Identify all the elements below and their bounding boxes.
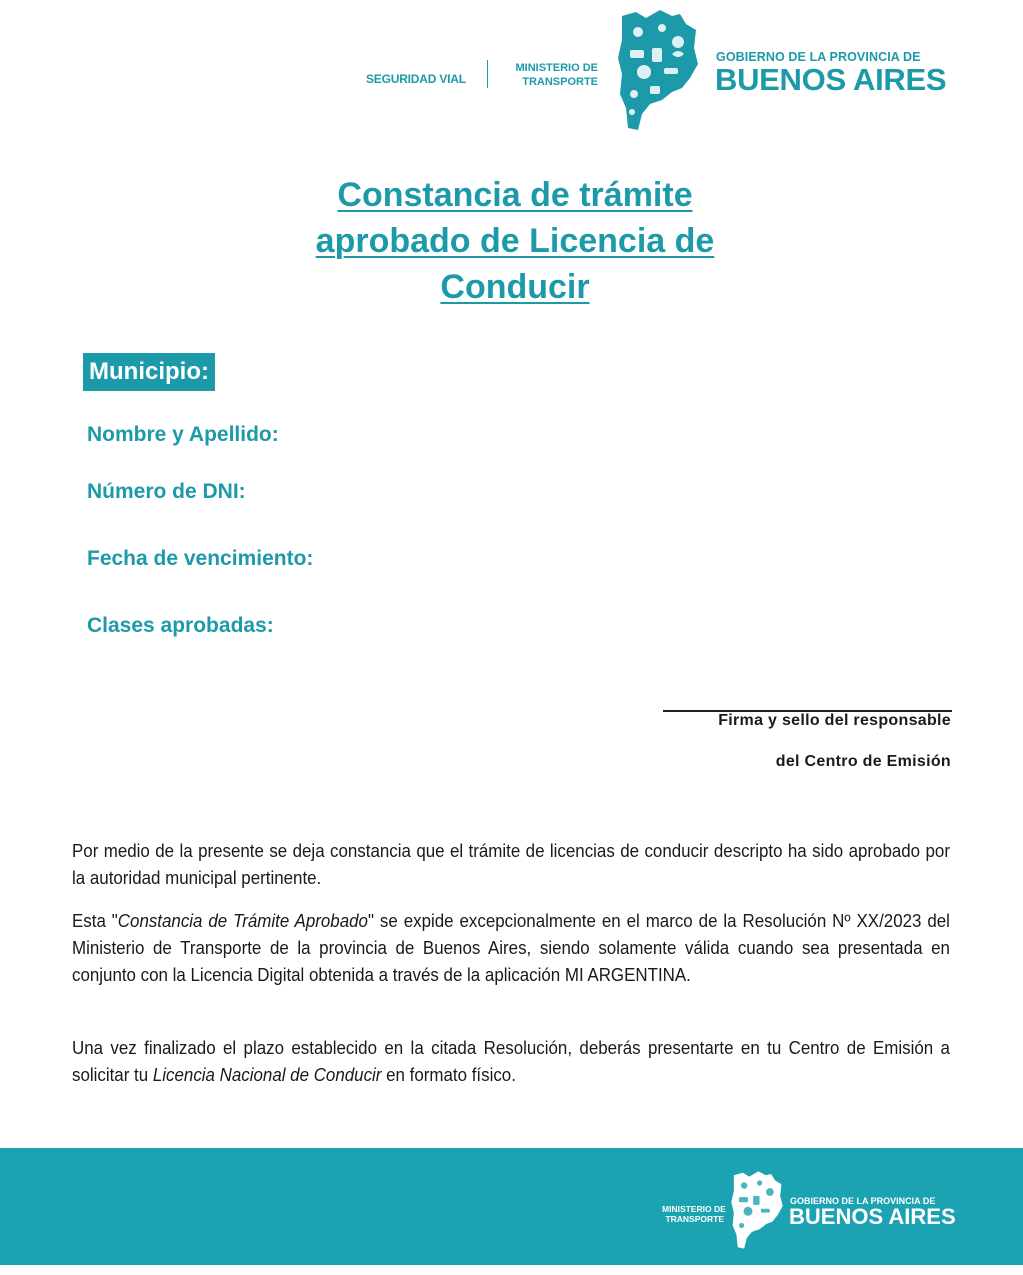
ministerio-line2: TRANSPORTE	[522, 76, 598, 88]
footer-ministerio-label	[662, 1204, 724, 1224]
footer-ministerio-line1: MINISTERIO DE	[662, 1204, 726, 1214]
title-line-2: aprobado de Licencia de	[315, 222, 715, 260]
signature-caption-line2: del Centro de Emisión	[775, 753, 951, 770]
header-divider	[487, 60, 488, 88]
p3-italic: Licencia Nacional de Conducir	[152, 1065, 382, 1085]
title-line-1: Constancia de trámite	[337, 176, 693, 214]
clases-aprobadas-label: Clases aprobadas:	[87, 614, 274, 637]
p2-before: Esta "	[72, 911, 118, 931]
bottom-margin	[0, 1265, 1023, 1275]
title-line-3: Conducir	[440, 268, 590, 306]
nombre-apellido-label: Nombre y Apellido:	[87, 423, 279, 446]
footer-province-map-icon	[730, 1165, 784, 1255]
municipio-label: Municipio:	[83, 353, 215, 391]
footer-ministerio-line2: TRANSPORTE	[665, 1214, 724, 1224]
ministerio-line1: MINISTERIO DE	[515, 62, 598, 74]
p3-before: Una vez finalizado el plazo establecido en la citada Resolución, deberás presentarte en tu Centro de Emisión a solicitar tu	[72, 1038, 950, 1085]
body-paragraph-1: Por medio de la presente se deja constancia que el trámite de licencias de conducir descripto ha sido aprobado por la autoridad municipal pertinente.	[72, 841, 950, 888]
dni-label: Número de DNI:	[87, 480, 246, 503]
seguridad-vial-label: SEGURIDAD VIAL	[366, 72, 466, 86]
p2-after: " se expide excepcionalmente en el marco de la Resolución Nº XX/2023 del Ministerio de Transporte de la provincia de Buenos Aires, siendo solamente válida cuando sea presentada en conjunto con la Licencia Digital obtenida a través de la aplicación MI ARGENTINA.	[72, 911, 950, 985]
p2-italic: Constancia de Trámite Aprobado	[117, 911, 368, 931]
gobierno-label: GOBIERNO DE LA PROVINCIA DE	[716, 50, 921, 64]
header-logos	[366, 8, 956, 133]
ministerio-label	[496, 61, 598, 89]
body-paragraph-3	[72, 1035, 950, 1089]
p3-after: en formato físico.	[381, 1065, 516, 1085]
document-title	[250, 172, 780, 310]
province-map-icon	[616, 8, 700, 132]
footer-gobierno-label: GOBIERNO DE LA PROVINCIA DE	[790, 1196, 936, 1206]
buenos-aires-logo-text: BUENOS AIRES	[715, 62, 947, 97]
signature-caption-line1: Firma y sello del responsable	[718, 712, 951, 729]
body-paragraph-2	[72, 908, 950, 989]
fecha-vencimiento-label: Fecha de vencimiento:	[87, 547, 314, 570]
footer-buenos-aires-logo-text: BUENOS AIRES	[789, 1204, 956, 1229]
